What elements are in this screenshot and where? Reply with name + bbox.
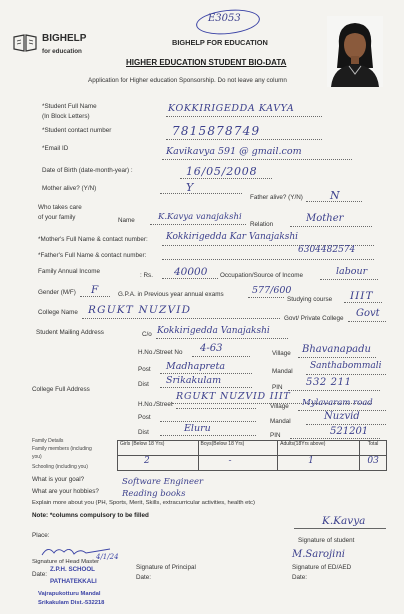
college-street-value: RGUKT NUZVID IIIT — [176, 391, 291, 402]
email-label: *Email ID — [42, 145, 69, 152]
occupation-value: labour — [336, 266, 368, 277]
hno-label: H.No./Street No — [138, 349, 183, 356]
college-name-label: College Name — [38, 309, 78, 316]
org-line: BIGHELP FOR EDUCATION — [172, 38, 268, 47]
college-type-value: Govt — [356, 308, 380, 319]
gpa-label: G.P.A. in Previous year annual exams — [118, 291, 224, 298]
father-alive-value: N — [330, 189, 340, 202]
college-village-label: Village — [270, 403, 289, 410]
village-value: Bhavanapadu — [302, 344, 371, 355]
dist-value: Srikakulam — [166, 375, 222, 386]
village-label: Village — [272, 350, 291, 357]
college-dist-label: Dist — [138, 429, 149, 436]
mother-name-value: Kokkirigedda Kar Vanajakshi — [166, 232, 299, 242]
form-title: HIGHER EDUCATION STUDENT BIO-DATA — [126, 58, 287, 67]
family-details-label: Family Details — [32, 438, 64, 444]
schooling-label: Schooling (including you) — [32, 464, 88, 470]
hobbies-value: Reading books — [122, 489, 186, 499]
mother-alive-value: Y — [186, 181, 194, 194]
full-name-label: *Student Full Name — [42, 103, 97, 110]
relation-label: Relation — [250, 221, 274, 228]
bighelp-logo-icon — [12, 33, 38, 58]
post-value: Madhapreta — [166, 361, 225, 372]
co-label: C/o — [142, 331, 152, 338]
email-value: Kavikavya 591 @ gmail.com — [166, 146, 302, 157]
govt-private-label: Govt/ Private College — [284, 315, 344, 322]
student-signature: K.Kavya — [322, 515, 366, 527]
gender-value: F — [91, 284, 99, 296]
college-address-label: College Full Address — [32, 386, 90, 393]
hno-value: 4-63 — [200, 343, 223, 354]
table-header-boys: Boys(Below 18 Yrs) — [198, 441, 278, 456]
of-your-family-label: of your family — [38, 214, 76, 221]
place-label: Place: — [32, 532, 50, 539]
logo-name: BIGHELP — [42, 33, 87, 44]
course-value: IIIT — [350, 290, 374, 302]
studying-course-label: Studying course — [287, 296, 333, 303]
note-text: Note: *columns compulsory to be filled — [32, 512, 149, 519]
contact-label: *Student contact number — [42, 127, 112, 134]
father-alive-label: Father alive? (Y/N) — [250, 194, 303, 201]
caretaker-name-label: Name — [118, 217, 135, 224]
dob-value: 16/05/2008 — [186, 165, 258, 178]
school-stamp-line4: Srikakulam Dist.-532218 — [38, 600, 105, 606]
family-table — [117, 440, 387, 471]
college-dist-value: Eluru — [184, 423, 211, 434]
school-stamp-line2: PATHATEKKALI — [50, 578, 97, 585]
instruction-text: Application for Higher education Sponsorship. Do not leave any column — [88, 77, 287, 84]
sig-principal-label: Signature of Principal — [136, 564, 196, 571]
sig-head-master-label: Signature of Head Master — [32, 559, 100, 565]
father-name-label: *Father's Full Name & contact number: — [38, 252, 147, 259]
sig-ed-label: Signature of ED/AED — [292, 564, 352, 571]
school-stamp-line1: Z.P.H. SCHOOL — [50, 566, 95, 573]
dist-label: Dist — [138, 381, 149, 388]
pin-value: 532 211 — [306, 377, 352, 388]
college-mandal-value: Nuzvid — [324, 411, 360, 422]
gender-label: Gender (M/F) — [38, 289, 76, 296]
college-value: RGUKT NUZVID — [88, 304, 192, 316]
ed-signature: M.Sarojini — [292, 549, 345, 560]
stamp-date: 4/1/24 — [96, 553, 119, 561]
pin-label: PIN — [272, 384, 283, 391]
stamp-number: E3053 — [208, 13, 241, 24]
table-row — [118, 456, 387, 471]
signature-student-label: Signature of student — [298, 537, 355, 544]
occupation-label: Occupation/Source of Income — [220, 272, 303, 279]
family-income-label: Family Annual Income — [38, 268, 100, 275]
explain-label: Explain more about you (PH, Sports, Merit, Skills, extracurricular activities, health etc) — [32, 500, 255, 506]
college-pin-value: 521201 — [330, 426, 369, 437]
student-photo — [327, 16, 383, 87]
ed-date-label: Date: — [292, 574, 308, 581]
mailing-address-label: Student Mailing Address — [36, 329, 104, 336]
college-village-value: Mylavaram road — [302, 398, 373, 408]
dob-label: Date of Birth (date-month-year) : — [42, 167, 133, 174]
table-header-adults: Adults(18Yrs above) — [278, 441, 360, 456]
gpa-value: 577/600 — [252, 285, 292, 296]
full-name-value: KOKKIRIGEDDA KAVYA — [168, 103, 295, 114]
table-row — [118, 441, 387, 456]
school-stamp-line3: Vajrapukotturu Mandal — [38, 591, 101, 597]
co-value: Kokkirigedda Vanajakshi — [157, 326, 270, 336]
family-you-label: you) — [32, 454, 42, 460]
caretaker-relation-value: Mother — [306, 213, 344, 224]
table-cell-total: 03 — [360, 456, 387, 471]
college-pin-label: PIN — [270, 432, 281, 439]
logo-sub: for education — [42, 48, 82, 55]
family-members-label: Family members (including — [32, 446, 92, 452]
post-label: Post — [138, 366, 151, 373]
block-letters-label: (In Block Letters) — [42, 113, 90, 120]
mother-contact-value: 6304482574 — [298, 245, 356, 255]
hobbies-label: What are your hobbies? — [32, 488, 99, 495]
table-cell-adults: 1 — [278, 456, 360, 471]
college-hno-label: H.No./Street — [138, 401, 173, 408]
caretaker-name-value: K.Kavya vanajakshi — [158, 212, 242, 222]
college-post-label: Post — [138, 414, 151, 421]
mother-name-label: *Mother's Full Name & contact number: — [38, 236, 148, 243]
mother-alive-label: Mother alive? (Y/N) — [42, 185, 97, 192]
mandal-label: Mandal — [272, 368, 293, 375]
rs-label: : Rs. — [140, 272, 153, 279]
college-mandal-label: Mandal — [270, 418, 291, 425]
principal-date-label: Date: — [136, 574, 152, 581]
table-cell-girls: 2 — [118, 456, 199, 471]
head-master-date-label: Date: — [32, 571, 48, 578]
goal-label: What is your goal? — [32, 476, 85, 483]
income-value: 40000 — [174, 266, 208, 278]
goal-value: Software Engineer — [122, 477, 204, 487]
table-header-total: Total — [360, 441, 387, 456]
table-header-girls: Girls (Below 18 Yrs) — [118, 441, 199, 456]
who-takes-care-label: Who takes care — [38, 204, 82, 211]
table-cell-boys: - — [198, 456, 278, 471]
contact-value: 7815878749 — [172, 124, 261, 138]
mandal-value: Santhabommali — [310, 361, 382, 371]
